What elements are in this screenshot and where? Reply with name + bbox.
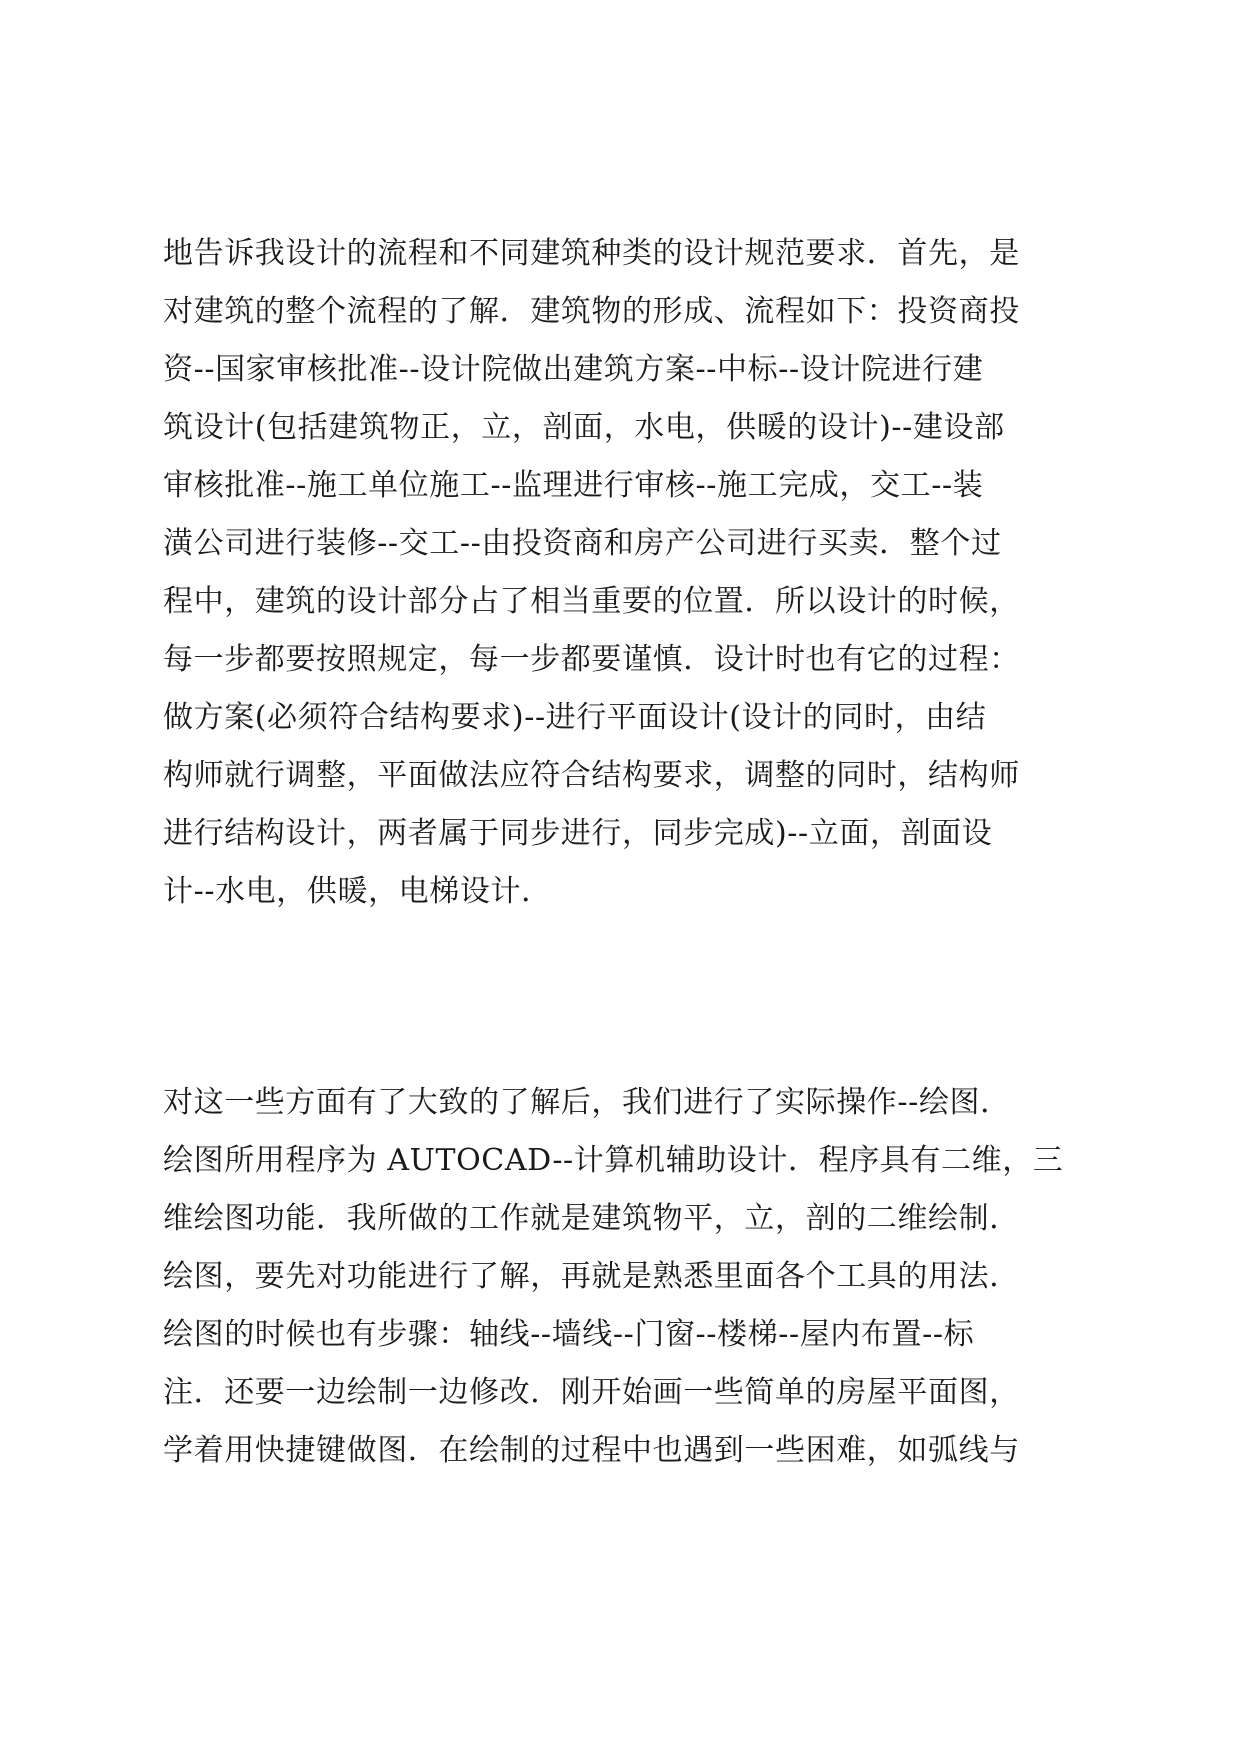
text-line: 维绘图功能．我所做的工作就是建筑物平，立，剖的二维绘制． [163, 1201, 1020, 1236]
paragraph-design-process [163, 225, 1093, 921]
text-line: 地告诉我设计的流程和不同建筑种类的设计规范要求．首先，是 [163, 236, 1020, 271]
text-line: 计--水电，供暖，电梯设计． [163, 874, 552, 909]
text-line: 潢公司进行装修--交工--由投资商和房产公司进行买卖．整个过 [163, 526, 1002, 561]
text-line: 绘图的时候也有步骤：轴线--墙线--门窗--楼梯--屋内布置--标 [163, 1317, 975, 1352]
text-line: 构师就行调整，平面做法应符合结构要求，调整的同时，结构师 [163, 758, 1020, 793]
text-line: 注．还要一边绘制一边修改．刚开始画一些简单的房屋平面图， [163, 1375, 1020, 1410]
text-line: 对这一些方面有了大致的了解后，我们进行了实际操作--绘图． [163, 1085, 1011, 1120]
paragraph-drawing-practice [163, 1074, 1093, 1480]
text-line: 审核批准--施工单位施工--监理进行审核--施工完成，交工--装 [163, 468, 984, 503]
text-line: 做方案(必须符合结构要求)--进行平面设计(设计的同时，由结 [163, 700, 987, 735]
text-line: 对建筑的整个流程的了解．建筑物的形成、流程如下：投资商投 [163, 294, 1020, 329]
text-line: 每一步都要按照规定，每一步都要谨慎．设计时也有它的过程： [163, 642, 1020, 677]
text-line: 学着用快捷键做图．在绘制的过程中也遇到一些困难，如弧线与 [163, 1433, 1020, 1468]
text-line: 筑设计(包括建筑物正，立，剖面，水电，供暖的设计)--建设部 [163, 410, 1005, 445]
text-line: 进行结构设计，两者属于同步进行，同步完成)--立面，剖面设 [163, 816, 993, 851]
text-line: 资--国家审核批准--设计院做出建筑方案--中标--设计院进行建 [163, 352, 984, 387]
text-line: 绘图，要先对功能进行了解，再就是熟悉里面各个工具的用法． [163, 1259, 1020, 1294]
text-line: 绘图所用程序为 AUTOCAD--计算机辅助设计．程序具有二维，三 [163, 1143, 1064, 1178]
text-line: 程中，建筑的设计部分占了相当重要的位置．所以设计的时候， [163, 584, 1020, 619]
